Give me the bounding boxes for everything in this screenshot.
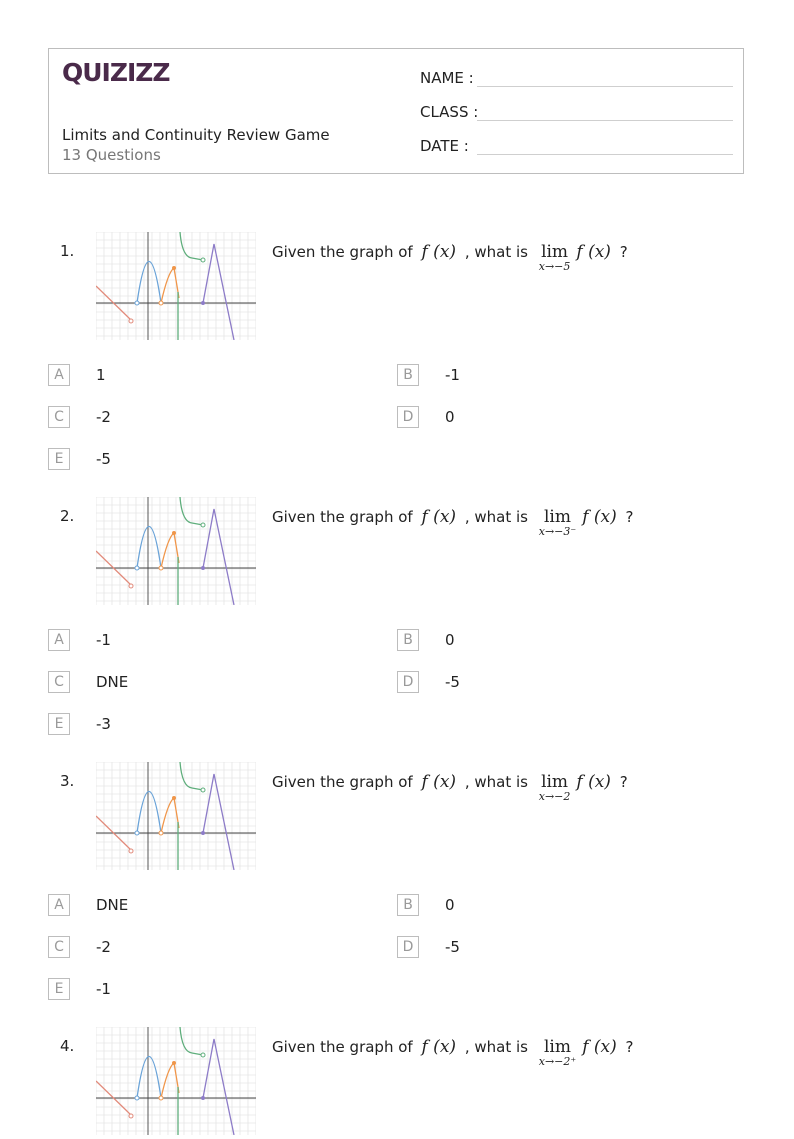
limit-function: f (x): [582, 507, 617, 527]
function-expression: f (x): [421, 772, 457, 792]
option-letter-box[interactable]: A: [48, 629, 70, 651]
worksheet-header: [48, 48, 744, 174]
limit-subscript: x→−5: [538, 260, 571, 273]
option-value: -1: [96, 631, 111, 649]
option-letter-box[interactable]: E: [48, 448, 70, 470]
limit-expression: [539, 507, 576, 537]
option-letter-box[interactable]: D: [397, 406, 419, 428]
question-prefix: Given the graph of: [272, 243, 413, 261]
function-expression: f (x): [421, 1037, 457, 1057]
class-label: CLASS :: [420, 103, 479, 121]
option-value: 0: [445, 408, 455, 426]
function-expression: f (x): [421, 507, 457, 527]
question-prefix: Given the graph of: [272, 508, 413, 526]
question-middle: , what is: [464, 243, 528, 261]
class-line: [477, 120, 733, 121]
option-value: -2: [96, 938, 111, 956]
option-value: -2: [96, 408, 111, 426]
question-middle: , what is: [464, 1038, 528, 1056]
date-line: [477, 154, 733, 155]
function-expression: f (x): [421, 242, 457, 262]
limit-word: lim: [543, 1037, 571, 1057]
question-number: 1.: [60, 242, 75, 260]
limit-expression: [539, 772, 571, 802]
question-number: 2.: [60, 507, 75, 525]
worksheet-title: Limits and Continuity Review Game: [62, 126, 330, 144]
name-field[interactable]: [420, 69, 474, 87]
limit-word: lim: [541, 772, 569, 792]
question-text: [272, 772, 628, 802]
quizizz-logo: QUIZIZZ: [62, 58, 170, 87]
class-field[interactable]: [420, 103, 478, 121]
limit-subscript: x→−3⁻: [538, 525, 577, 538]
limit-subscript: x→−2⁺: [538, 1055, 577, 1068]
function-graph-image: [96, 232, 256, 340]
option-value: 0: [445, 631, 455, 649]
question-number: 4.: [60, 1037, 75, 1055]
date-field[interactable]: [420, 137, 469, 155]
option-value: -1: [96, 980, 111, 998]
limit-word: lim: [543, 507, 571, 527]
limit-word: lim: [541, 242, 569, 262]
option-value: DNE: [96, 896, 129, 914]
option-value: 0: [445, 896, 455, 914]
date-label: DATE :: [420, 137, 469, 155]
limit-function: f (x): [576, 242, 611, 262]
option-letter-box[interactable]: A: [48, 364, 70, 386]
option-letter-box[interactable]: C: [48, 671, 70, 693]
question-suffix: ?: [619, 243, 628, 261]
limit-function: f (x): [582, 1037, 617, 1057]
function-graph-image: [96, 762, 256, 870]
option-value: -5: [445, 673, 460, 691]
option-value: -5: [445, 938, 460, 956]
question-text: [272, 507, 634, 537]
option-letter-box[interactable]: C: [48, 936, 70, 958]
question-count: 13 Questions: [62, 146, 161, 164]
option-letter-box[interactable]: C: [48, 406, 70, 428]
question-prefix: Given the graph of: [272, 1038, 413, 1056]
option-value: -5: [96, 450, 111, 468]
option-letter-box[interactable]: E: [48, 978, 70, 1000]
option-letter-box[interactable]: D: [397, 671, 419, 693]
option-value: DNE: [96, 673, 129, 691]
question-middle: , what is: [464, 508, 528, 526]
option-letter-box[interactable]: A: [48, 894, 70, 916]
question-prefix: Given the graph of: [272, 773, 413, 791]
question-number: 3.: [60, 772, 75, 790]
option-value: -1: [445, 366, 460, 384]
function-graph-image: [96, 497, 256, 605]
question-text: [272, 242, 628, 272]
option-letter-box[interactable]: B: [397, 629, 419, 651]
function-graph-image: [96, 1027, 256, 1135]
name-label: NAME :: [420, 69, 474, 87]
name-line: [477, 86, 733, 87]
option-value: -3: [96, 715, 111, 733]
question-middle: , what is: [464, 773, 528, 791]
option-letter-box[interactable]: E: [48, 713, 70, 735]
question-text: [272, 1037, 634, 1067]
option-letter-box[interactable]: B: [397, 894, 419, 916]
limit-expression: [539, 242, 571, 272]
limit-expression: [539, 1037, 576, 1067]
option-letter-box[interactable]: D: [397, 936, 419, 958]
option-value: 1: [96, 366, 106, 384]
limit-function: f (x): [576, 772, 611, 792]
limit-subscript: x→−2: [538, 790, 571, 803]
option-letter-box[interactable]: B: [397, 364, 419, 386]
question-suffix: ?: [625, 1038, 634, 1056]
question-suffix: ?: [625, 508, 634, 526]
question-suffix: ?: [619, 773, 628, 791]
